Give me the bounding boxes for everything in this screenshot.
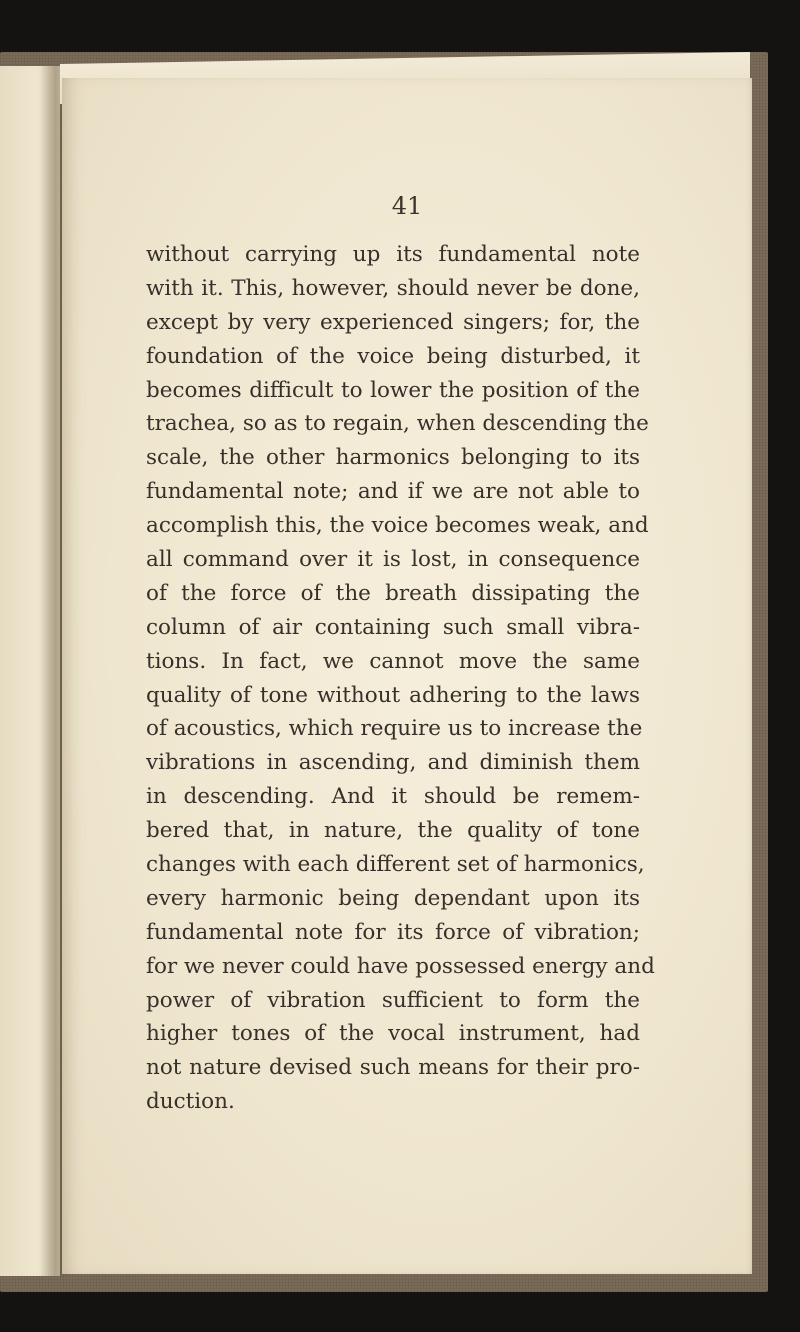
text-line: without carrying up its fundamental note [146, 242, 640, 267]
text-line: column of air containing such small vibra- [146, 614, 640, 640]
text-line: for we never could have possessed energy and [146, 953, 655, 979]
text-line: except by very experienced singers; for, the [146, 309, 640, 335]
text-line: fundamental note; and if we are not able to [146, 479, 640, 505]
text-line: power of vibration sufficient to form the [146, 987, 640, 1013]
text-line: not nature devised such means for their pro- [146, 1055, 640, 1081]
text-line: foundation of the voice being disturbed, it [146, 343, 640, 369]
text-line: of the force of the breath dissipating the [146, 580, 640, 606]
text-line: fundamental note for its force of vibration; [146, 919, 640, 945]
text-line: all command over it is lost, in consequence [146, 547, 640, 573]
text-line: duction. [146, 1089, 235, 1115]
text-line: in descending. And it should be remem- [146, 784, 640, 810]
text-line: tions. In fact, we cannot move the same [146, 648, 640, 674]
book-page [62, 78, 752, 1274]
text-line: accomplish this, the voice becomes weak, and [146, 513, 649, 539]
text-line: bered that, in nature, the quality of tone [146, 818, 640, 844]
text-line: higher tones of the vocal instrument, had [146, 1021, 640, 1047]
text-line: changes with each different set of harmonics, [146, 852, 645, 878]
text-line: with it. This, however, should never be done, [146, 275, 640, 301]
text-line: of acoustics, which require us to increase the [146, 716, 643, 742]
text-line: becomes difficult to lower the position of the [146, 377, 640, 403]
page-body-text [146, 238, 655, 1119]
text-line: scale, the other harmonics belonging to its [146, 445, 640, 471]
text-line: trachea, so as to regain, when descending the [146, 411, 649, 437]
text-line: vibrations in ascending, and diminish them [146, 750, 640, 776]
text-line: every harmonic being dependant upon its [146, 885, 640, 911]
text-line: quality of tone without adhering to the laws [146, 682, 640, 708]
page-number: 41 [391, 192, 423, 220]
